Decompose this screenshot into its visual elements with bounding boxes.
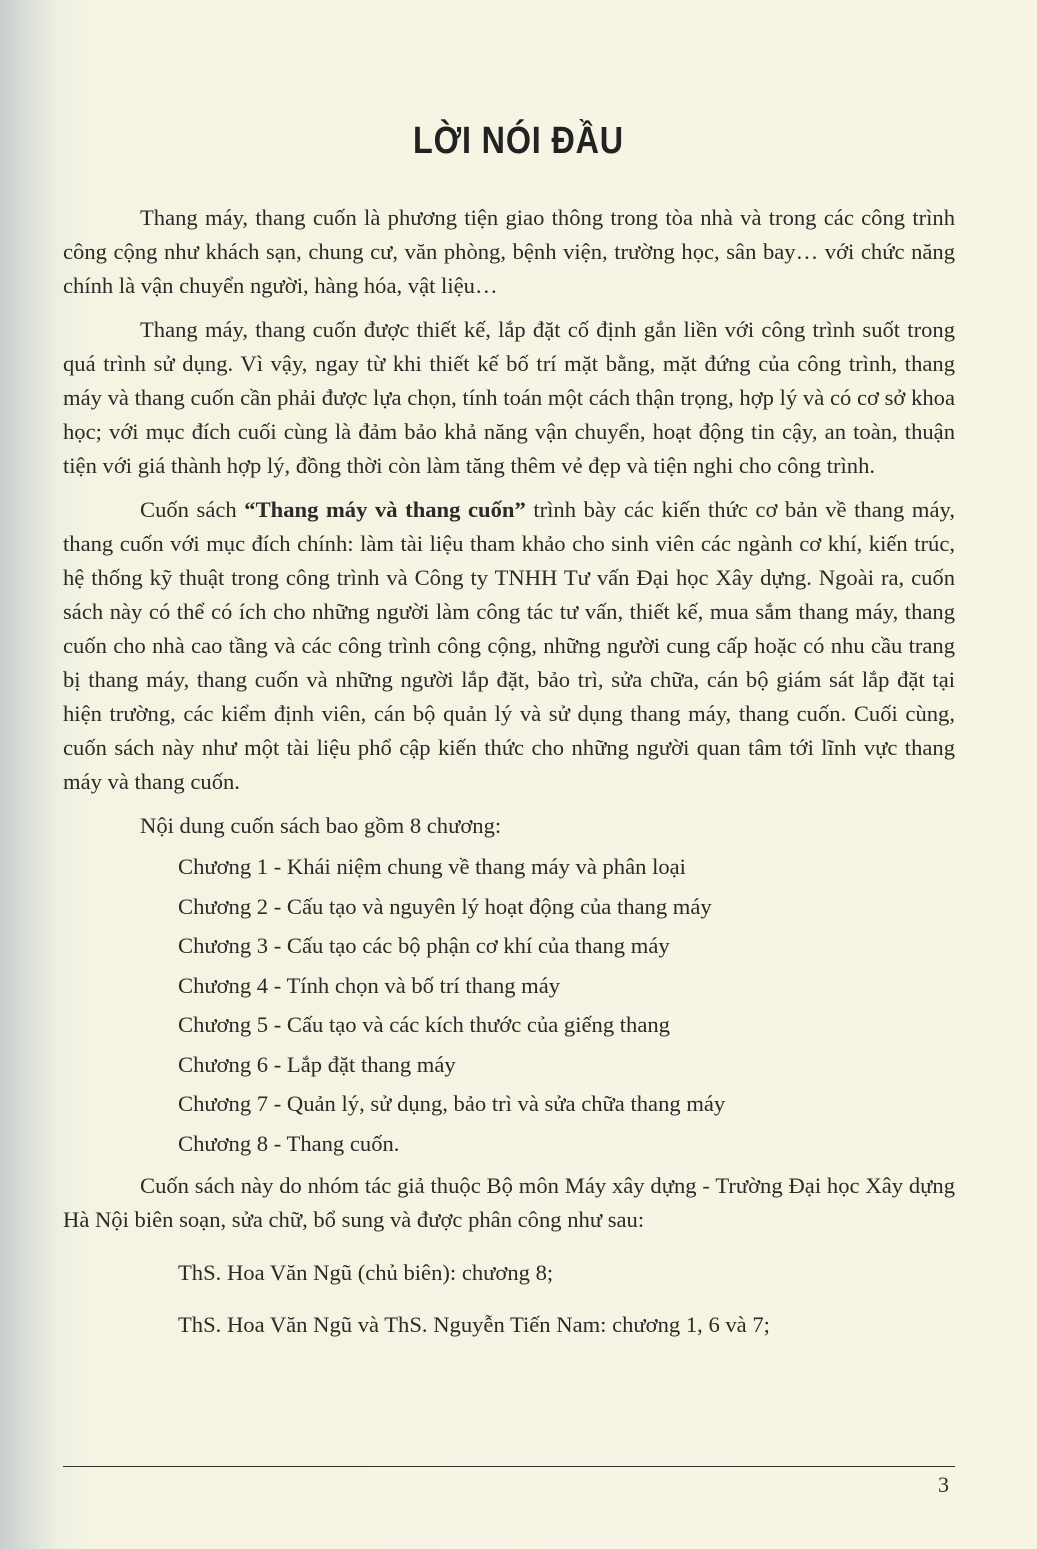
chapter-item: Chương 4 - Tính chọn và bố trí thang máy: [178, 972, 561, 998]
paragraph-3-post: trình bày các kiến thức cơ bản về thang máy, thang cuốn với mục đích chính: làm tài liệu tham khảo cho sinh viên các ngành cơ khí, kiến trúc, hệ thống kỹ thuật trong công trình và Công ty TNHH Tư vấn Đại học Xây dựng. Ngoài ra, cuốn sách này có thể có ích cho những người làm công tác tư vấn, thiết kế, mua sắm thang máy, thang cuốn cho nhà cao tầng và các công trình công cộng, những người cung cấp hoặc có nhu cầu trang bị thang máy, thang cuốn và những người lắp đặt, bảo trì, sửa chữa, cán bộ giám sát lắp đặt tại hiện trường, các kiểm định viên, cán bộ quản lý và sử dụng thang máy, thang cuốn. Cuối cùng, cuốn sách này như một tài liệu phổ cập kiến thức cho những người quan tâm tới lĩnh vực thang máy và thang cuốn.: [63, 497, 955, 794]
paragraph-3-pre: Cuốn sách: [140, 497, 245, 522]
chapter-item: Chương 2 - Cấu tạo và nguyên lý hoạt động của thang máy: [178, 893, 712, 919]
chapter-item: Chương 7 - Quản lý, sử dụng, bảo trì và sửa chữa thang máy: [178, 1091, 726, 1116]
paragraph-2: Thang máy, thang cuốn được thiết kế, lắp đặt cố định gắn liền với công trình suốt trong quá trình sử dụng. Vì vậy, ngay từ khi thiết kế bố trí mặt bằng, mặt đứng của công trình, thang máy và thang cuốn cần phải được lựa chọn, tính toán một cách thận trọng, hợp lý và có cơ sở khoa học; với mục đích cuối cùng là đảm bảo khả năng vận chuyển, hoạt động tin cậy, an toàn, thuận tiện với giá thành hợp lý, đồng thời còn làm tăng thêm vẻ đẹp và tiện nghi cho công trình.: [63, 317, 955, 478]
author-line: ThS. Hoa Văn Ngũ (chủ biên): chương 8;: [178, 1260, 554, 1285]
chapter-list: [63, 847, 955, 1163]
paragraph-5: Cuốn sách này do nhóm tác giả thuộc Bộ môn Máy xây dựng - Trường Đại học Xây dựng Hà Nội biên soạn, sửa chữ, bổ sung và được phân công như sau:: [63, 1173, 955, 1232]
paragraph-1: Thang máy, thang cuốn là phương tiện giao thông trong tòa nhà và trong các công trình công cộng như khách sạn, chung cư, văn phòng, bệnh viện, trường học, sân bay… với chức năng chính là vận chuyển người, hàng hóa, vật liệu…: [63, 205, 955, 298]
chapter-item: Chương 1 - Khái niệm chung về thang máy và phân loại: [178, 854, 686, 879]
chapter-item: Chương 3 - Cấu tạo các bộ phận cơ khí của thang máy: [178, 933, 670, 958]
paragraph-3: [63, 493, 955, 799]
page-number: 3: [938, 1472, 949, 1497]
page-title: LỜI NÓI ĐẦU: [413, 120, 624, 162]
footer-rule: [63, 1466, 955, 1467]
paragraph-4: Nội dung cuốn sách bao gồm 8 chương:: [140, 813, 502, 838]
chapter-item: Chương 5 - Cấu tạo và các kích thước của giếng thang: [178, 1012, 670, 1037]
book-title-bold: “Thang máy và thang cuốn”: [244, 497, 526, 522]
body-text: [63, 201, 955, 1351]
author-line: ThS. Hoa Văn Ngũ và ThS. Nguyễn Tiến Nam: chương 1, 6 và 7;: [178, 1312, 770, 1337]
chapter-item: Chương 6 - Lắp đặt thang máy: [178, 1051, 456, 1077]
chapter-item: Chương 8 - Thang cuốn.: [178, 1130, 400, 1156]
